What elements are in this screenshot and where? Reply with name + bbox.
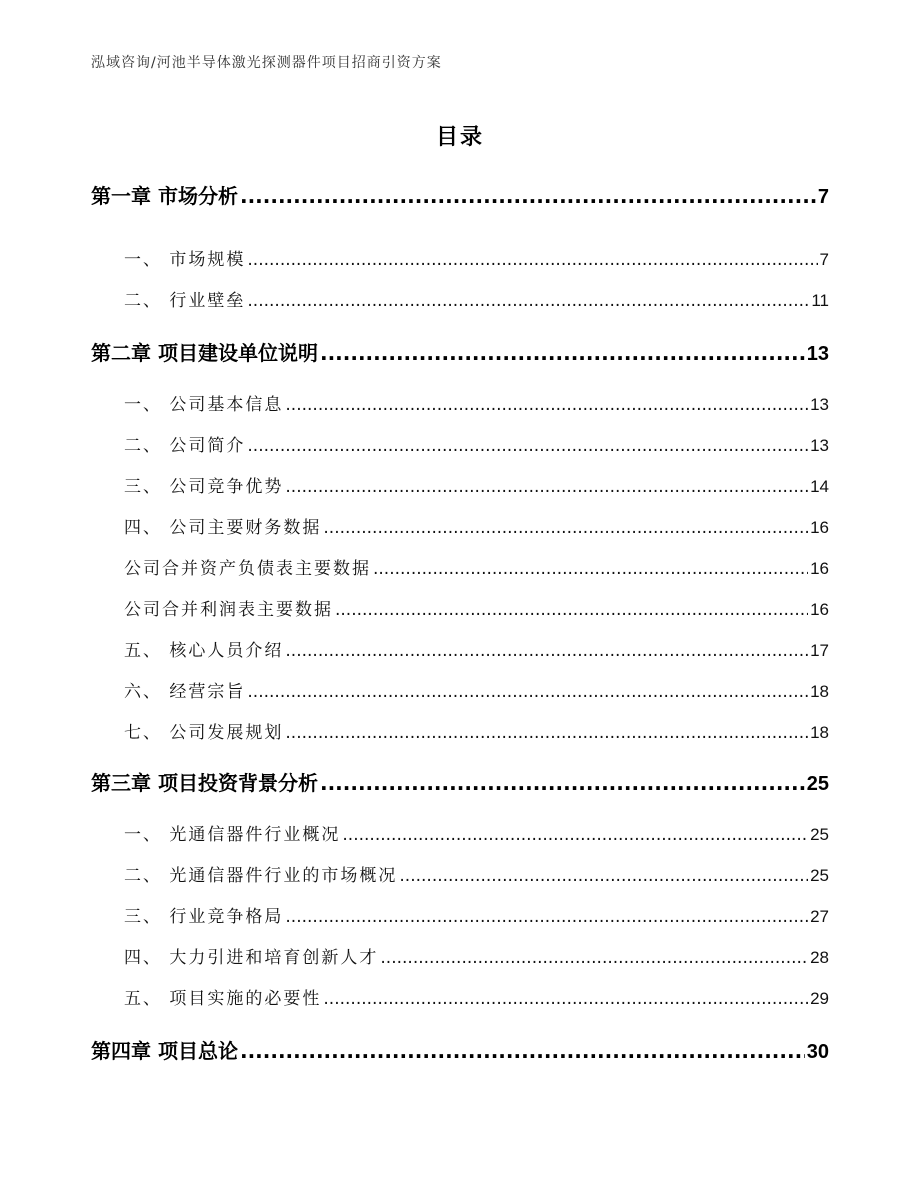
toc-entry-label: 六、 经营宗旨 [124, 682, 246, 702]
toc-entry-label: 第二章 项目建设单位说明 [91, 341, 318, 365]
toc-chapter-entry[interactable] [91, 1035, 829, 1064]
toc-section-entry[interactable] [91, 718, 829, 743]
toc-entry-label: 三、 行业竞争格局 [124, 907, 284, 927]
toc-entry-label: 一、 公司基本信息 [124, 395, 284, 415]
toc-section-entry[interactable] [91, 677, 829, 702]
toc-entry-label: 公司合并利润表主要数据 [124, 600, 333, 620]
dot-leader [285, 395, 808, 415]
toc-section-entry[interactable] [91, 984, 829, 1009]
dot-leader [373, 559, 808, 579]
toc-section-entry[interactable] [91, 472, 829, 497]
toc-entry-label: 四、 公司主要财务数据 [124, 518, 322, 538]
toc-section-entry[interactable] [91, 245, 829, 270]
toc-page-number: 14 [810, 477, 829, 496]
toc-page-number: 27 [810, 907, 829, 926]
toc-page-number: 16 [810, 559, 829, 578]
toc-section-entry[interactable] [91, 554, 829, 579]
document-header: 泓域咨询/河池半导体激光探测器件项目招商引资方案 [91, 55, 442, 71]
dot-leader [240, 1039, 805, 1063]
toc-section-entry[interactable] [91, 943, 829, 968]
toc-page-number: 18 [810, 723, 829, 742]
toc-section-entry[interactable] [91, 286, 829, 311]
toc-page-number: 11 [811, 291, 829, 310]
toc-section-entry[interactable] [91, 636, 829, 661]
toc-section-entry[interactable] [91, 431, 829, 456]
toc-entry-label: 三、 公司竞争优势 [124, 477, 284, 497]
toc-section-entry[interactable] [91, 861, 829, 886]
dot-leader [285, 641, 808, 661]
toc-page-number: 13 [810, 395, 829, 414]
toc-page-number: 16 [810, 518, 829, 537]
dot-leader [247, 250, 817, 270]
toc-chapter-entry[interactable] [91, 337, 829, 366]
toc-section-entry[interactable] [91, 513, 829, 538]
toc-entry-label: 第三章 项目投资背景分析 [91, 771, 318, 795]
toc-page-number: 30 [806, 1041, 829, 1063]
toc-entry-label: 五、 核心人员介绍 [124, 641, 284, 661]
dot-leader [335, 600, 808, 620]
toc-page-number: 13 [806, 343, 829, 365]
toc-entry-label: 二、 行业壁垒 [124, 291, 246, 311]
dot-leader [380, 948, 808, 968]
toc-entry-label: 四、 大力引进和培育创新人才 [124, 948, 379, 968]
toc-chapter-entry[interactable] [91, 767, 829, 796]
toc-entry-label: 七、 公司发展规划 [124, 723, 284, 743]
toc-section-entry[interactable] [91, 390, 829, 415]
toc-page-number: 7 [817, 186, 829, 208]
toc-section-entry[interactable] [91, 902, 829, 927]
toc-section-entry[interactable] [91, 820, 829, 845]
toc-page-number: 25 [810, 866, 829, 885]
toc-entry-label: 五、 项目实施的必要性 [124, 989, 322, 1009]
dot-leader [285, 477, 808, 497]
dot-leader [247, 436, 808, 456]
dot-leader [240, 184, 816, 208]
dot-leader [247, 291, 809, 311]
dot-leader [320, 341, 805, 365]
dot-leader [399, 866, 808, 886]
toc-entry-label: 第一章 市场分析 [91, 184, 238, 208]
dot-leader [320, 771, 805, 795]
dot-leader [323, 518, 808, 538]
dot-leader [247, 682, 808, 702]
toc-chapter-entry[interactable] [91, 180, 829, 209]
toc-page-number: 29 [810, 989, 829, 1008]
toc-page-number: 7 [819, 250, 829, 269]
toc-page-number: 25 [806, 773, 829, 795]
toc-entry-label: 一、 光通信器件行业概况 [124, 825, 341, 845]
toc-entry-label: 第四章 项目总论 [91, 1039, 238, 1063]
toc-page-number: 13 [810, 436, 829, 455]
dot-leader [285, 723, 808, 743]
toc-entry-label: 二、 光通信器件行业的市场概况 [124, 866, 398, 886]
dot-leader [323, 989, 808, 1009]
toc-page-number: 17 [810, 641, 829, 660]
toc-section-entry[interactable] [91, 595, 829, 620]
dot-leader [285, 907, 808, 927]
toc-page-number: 18 [810, 682, 829, 701]
toc-title: 目录 [435, 125, 484, 150]
toc-page-number: 25 [810, 825, 829, 844]
toc-page-number: 16 [810, 600, 829, 619]
toc-entry-label: 二、 公司简介 [124, 436, 246, 456]
dot-leader [342, 825, 808, 845]
toc-entry-label: 一、 市场规模 [124, 250, 246, 270]
toc-page-number: 28 [810, 948, 829, 967]
toc-entry-label: 公司合并资产负债表主要数据 [124, 559, 371, 579]
